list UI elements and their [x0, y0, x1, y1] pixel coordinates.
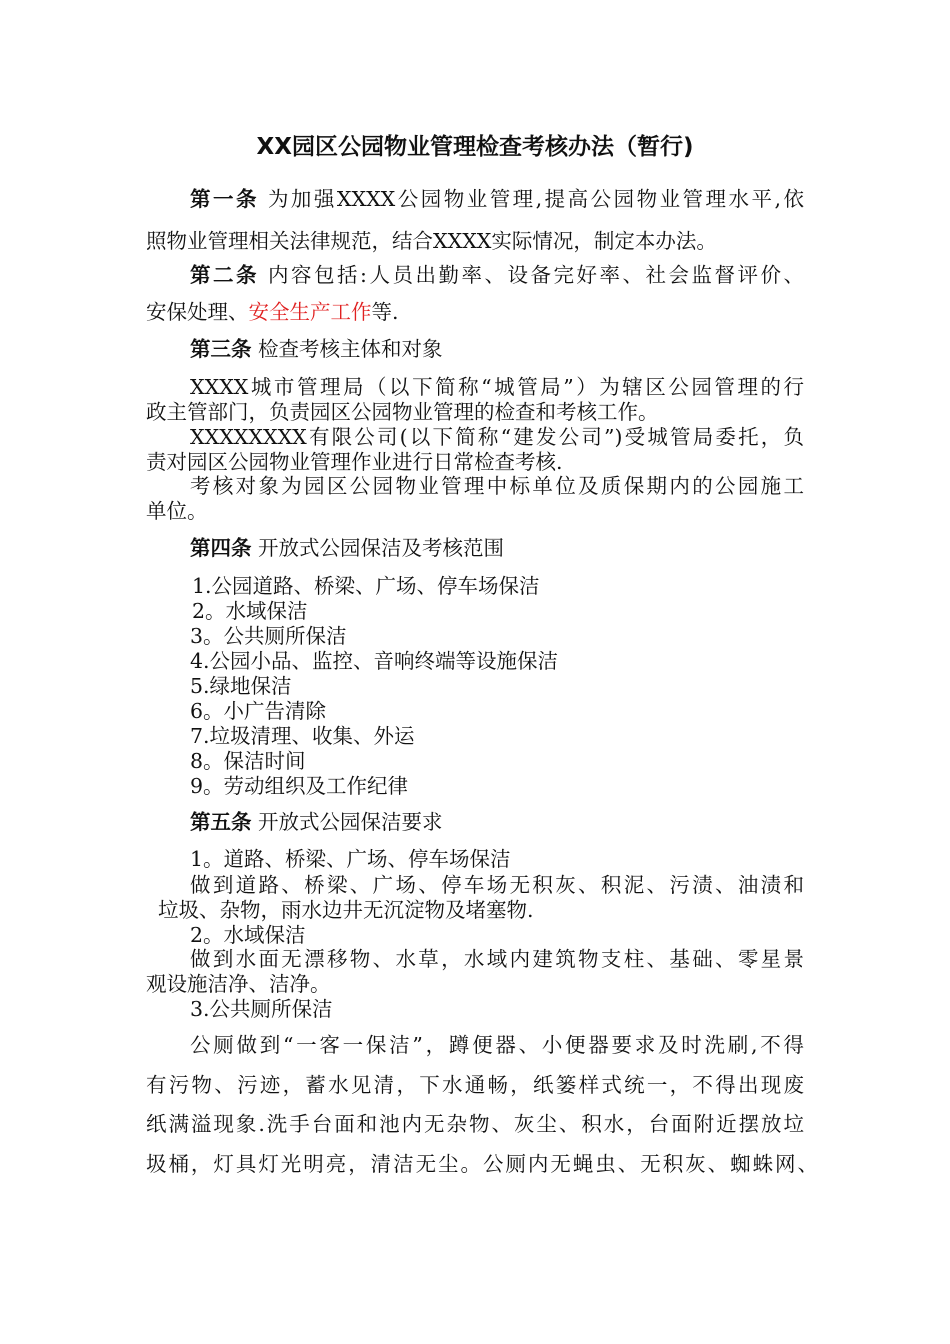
article-3-para-2-line-1: XXXXXXXX有限公司(以下简称“建发公司”)受城管局委托，负: [190, 425, 804, 449]
article-3-para-2-line-2: 责对园区公园物业管理作业进行日常检查考核.: [146, 450, 563, 474]
article-3-line-1: [190, 336, 443, 362]
article-1-line-2: 照物业管理相关法律规范，结合XXXX实际情况，制定本办法。: [146, 229, 717, 253]
list-item: 4.公园小品、监控、音响终端等设施保洁: [190, 649, 559, 673]
article-2-text-2b: 等.: [371, 300, 399, 324]
list-item: 5.绿地保洁: [190, 674, 292, 698]
section-1-line-2: 垃圾、杂物，雨水边井无沉淀物及堵塞物.: [158, 898, 534, 922]
article-3-para-3-line-2: 单位。: [146, 499, 208, 523]
highlight-safety-production: 安全生产工作: [248, 300, 372, 324]
section-3-line-1: 公厕做到“一客一保洁”，蹲便器、小便器要求及时洗刷,不得: [190, 1033, 804, 1057]
article-5-heading: 第五条: [190, 810, 252, 834]
list-item: 9。劳动组织及工作纪律: [190, 774, 409, 798]
article-5-text-1: 开放式公园保洁要求: [251, 810, 443, 834]
article-2-line-2: [146, 299, 399, 325]
list-item: 2。水域保洁: [192, 599, 308, 623]
article-5-line-1: [190, 809, 443, 835]
section-1-line-1: 做到道路、桥梁、广场、停车场无积灰、积泥、污渍、油渍和: [190, 873, 804, 897]
section-3-line-2: 有污物、污迹，蓄水见清，下水通畅，纸篓样式统一，不得出现废: [146, 1073, 804, 1097]
article-2-heading: 第二条: [190, 263, 260, 287]
article-4-heading: 第四条: [190, 536, 252, 560]
list-item: 8。保洁时间: [190, 749, 306, 773]
section-3-heading: 3.公共厕所保洁: [190, 997, 333, 1021]
article-1-line-1: [190, 186, 804, 212]
list-item: 7.垃圾清理、收集、外运: [190, 724, 415, 748]
section-2-line-1: 做到水面无漂移物、水草，水域内建筑物支柱、基础、零星景: [190, 947, 804, 971]
article-3-para-3-line-1: 考核对象为园区公园物业管理中标单位及质保期内的公园施工: [190, 474, 804, 498]
section-2-line-2: 观设施洁净、洁净。: [146, 972, 331, 996]
article-3-heading: 第三条: [190, 337, 252, 361]
section-1-heading: 1。道路、桥梁、广场、停车场保洁: [190, 847, 511, 871]
article-3-text-1: 检查考核主体和对象: [251, 337, 443, 361]
article-2-text-2a: 安保处理、: [146, 300, 249, 324]
article-2-text-1: 内容包括:人员出勤率、设备完好率、社会监督评价、: [259, 263, 805, 287]
article-4-text-1: 开放式公园保洁及考核范围: [251, 536, 505, 560]
article-4-line-1: [190, 535, 504, 561]
article-3-para-1-line-1: XXXX城市管理局（以下简称“城管局”）为辖区公园管理的行: [190, 375, 804, 399]
list-item: 1.公园道路、桥梁、广场、停车场保洁: [192, 574, 540, 598]
section-3-line-3: 纸满溢现象.洗手台面和池内无杂物、灰尘、积水，台面附近摆放垃: [146, 1112, 804, 1136]
article-2-line-1: [190, 262, 804, 288]
article-3-para-1-line-2: 政主管部门，负责园区公园物业管理的检查和考核工作。: [146, 400, 659, 424]
article-1-heading: 第一条: [190, 187, 259, 211]
section-3-line-4: 圾桶，灯具灯光明亮，清洁无尘。公厕内无蝇虫、无积灰、蜘蛛网、: [146, 1152, 818, 1176]
page-title: XX园区公园物业管理检查考核办法（暂行): [256, 134, 694, 160]
list-item: 6。小广告清除: [190, 699, 327, 723]
article-1-text-1: 为加强XXXX公园物业管理,提高公园物业管理水平,依: [258, 187, 804, 211]
list-item: 3。公共厕所保洁: [190, 624, 347, 648]
section-2-heading: 2。水域保洁: [190, 923, 306, 947]
